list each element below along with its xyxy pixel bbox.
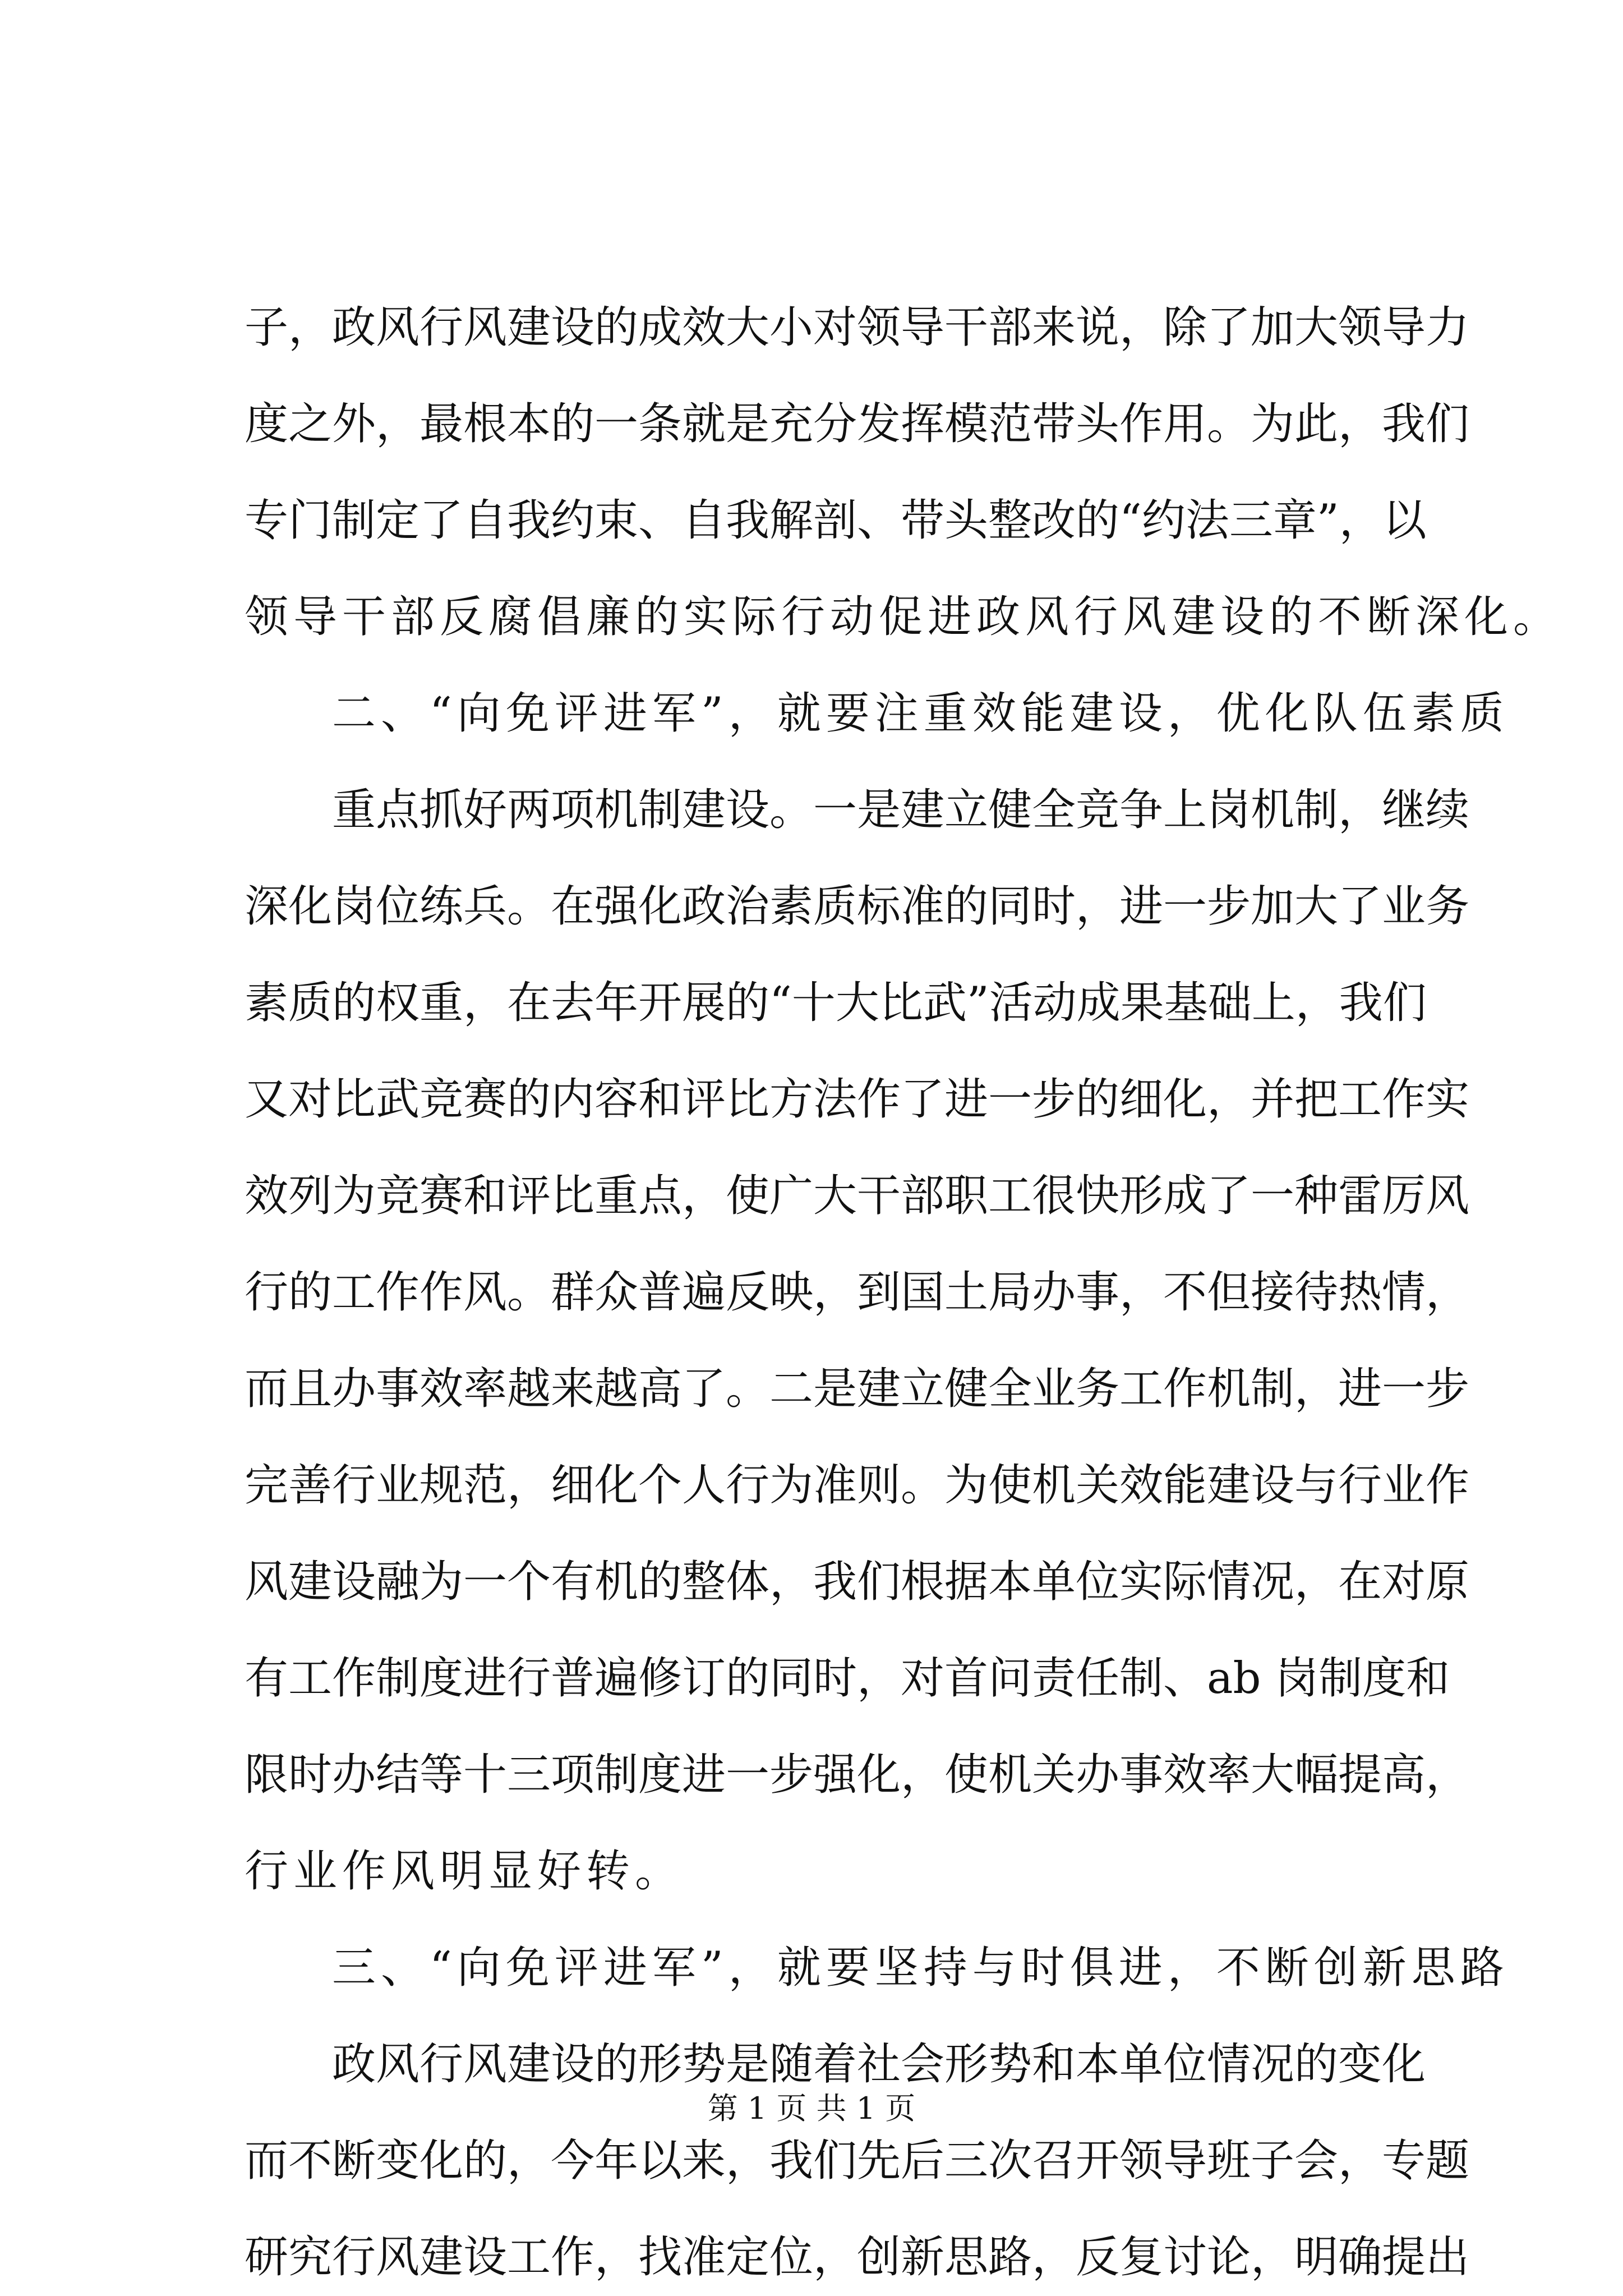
text-line: 限时办结等十三项制度进一步强化，使机关办事效率大幅提高，: [245, 1750, 1470, 1800]
text-line: 素质的权重，在去年开展的“十大比武”活动成果基础上，我们: [245, 978, 1427, 1028]
text-line: 而不断变化的，今年以来，我们先后三次召开领导班子会，专题: [245, 2136, 1470, 2186]
text-line: 重点抓好两项机制建设。一是建立健全竞争上岗机制，继续: [332, 785, 1470, 835]
text-line: 专门制定了自我约束、自我解剖、带头整改的“约法三章”，以: [245, 495, 1427, 546]
text-line: 度之外，最根本的一条就是充分发挥模范带头作用。为此，我们: [245, 399, 1470, 449]
section-heading: 二、“向免评进军”，就要注重效能建设，优化队伍素质: [332, 688, 1509, 739]
text-line: 又对比武竞赛的内容和评比方法作了进一步的细化，并把工作实: [245, 1074, 1470, 1125]
text-line: 完善行业规范，细化个人行为准则。为使机关效能建设与行业作: [245, 1460, 1470, 1511]
text-line: 行业作风明显好转。: [245, 1846, 684, 1897]
text-line: 政风行风建设的形势是随着社会形势和本单位情况的变化: [332, 2039, 1426, 2090]
text-line: 研究行风建设工作，找准定位，创新思路，反复讨论，明确提出: [245, 2232, 1470, 2283]
text-line: 有工作制度进行普遍修订的同时，对首问责任制、ab 岗制度和: [245, 1653, 1450, 1704]
section-heading: 三、“向免评进军”，就要坚持与时俱进，不断创新思路: [332, 1943, 1509, 1993]
text-line: 而且办事效率越来越高了。二是建立健全业务工作机制，进一步: [245, 1364, 1470, 1414]
page-number-footer: 第 1 页 共 1 页: [707, 2091, 916, 2126]
text-line: 效列为竞赛和评比重点，使广大干部职工很快形成了一种雷厉风: [245, 1171, 1470, 1221]
text-line: 领导干部反腐倡廉的实际行动促进政风行风建设的不断深化。: [245, 592, 1562, 642]
text-line: 行的工作作风。群众普遍反映，到国土局办事，不但接待热情，: [245, 1267, 1470, 1318]
text-line: 子，政风行风建设的成效大小对领导干部来说，除了加大领导力: [245, 302, 1470, 353]
text-line: 风建设融为一个有机的整体，我们根据本单位实际情况，在对原: [245, 1557, 1470, 1607]
text-line: 深化岗位练兵。在强化政治素质标准的同时，进一步加大了业务: [245, 881, 1470, 932]
